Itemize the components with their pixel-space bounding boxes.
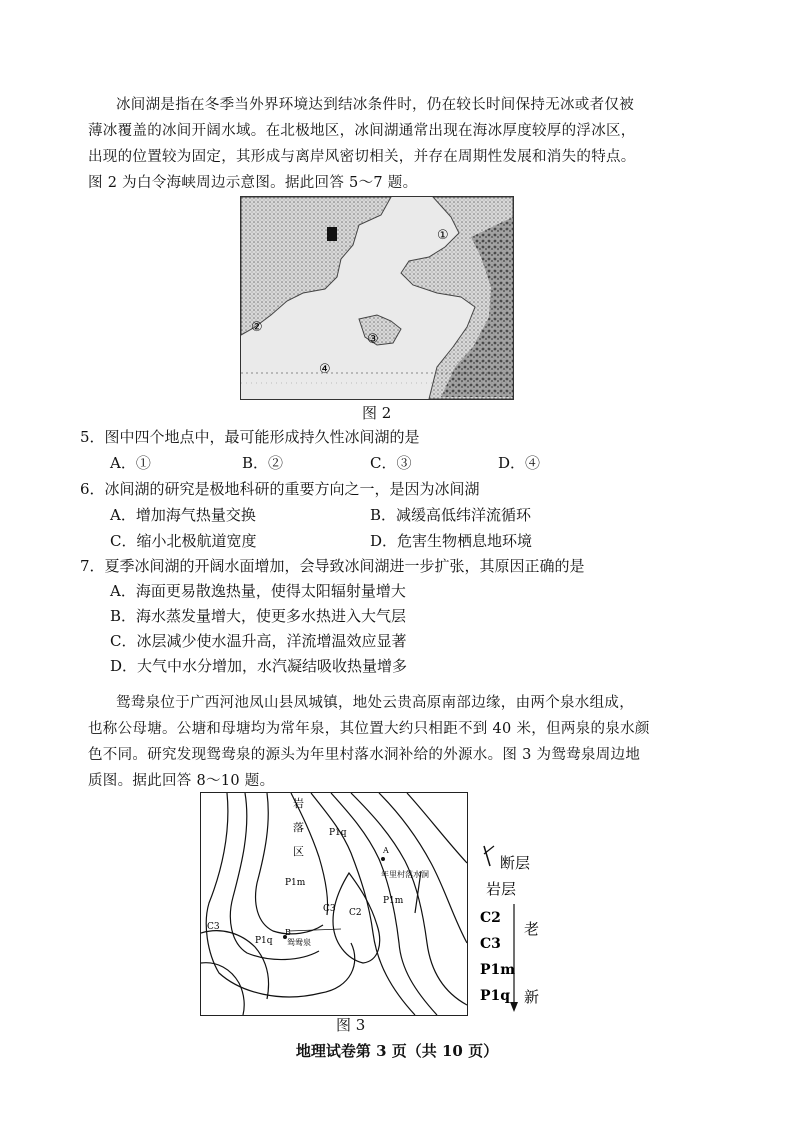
q5-option-c: C．③: [370, 454, 412, 472]
question-7-stem: 7．夏季冰间湖的开阔水面增加，会导致冰间湖进一步扩张，其原因正确的是: [80, 557, 585, 575]
q6-option-b: B．减缓高低纬洋流循环: [370, 506, 532, 524]
q5-option-a: A．①: [110, 454, 151, 472]
legend-layer-p1m: P1m: [480, 962, 516, 978]
label-karst-3: 区: [293, 845, 304, 858]
intro2-line3: 色不同。研究发现鸳鸯泉的源头为年里村落水洞补给的外源水。图 3 为鸳鸯泉周边地: [88, 747, 641, 763]
intro1-line4: 图 2 为白令海峡周边示意图。据此回答 5～7 题。: [88, 175, 418, 191]
bering-strait-map-graphic: [241, 197, 513, 399]
q7-option-c: C．冰层减少使水温升高，洋流增温效应显著: [110, 632, 407, 650]
q6-option-a: A．增加海气热量交换: [110, 506, 256, 524]
q5-option-d: D．④: [498, 454, 541, 472]
label-karst-1: 岩: [293, 797, 304, 810]
legend-strata: 岩层: [486, 880, 517, 898]
figure-3-caption: 图 3: [336, 1016, 366, 1034]
label-c3-left: C3: [207, 922, 220, 932]
page-footer: 地理试卷第 3 页（共 10 页）: [295, 1042, 499, 1060]
label-spring: 鸳鸯泉: [287, 938, 311, 947]
intro-paragraph-2: [88, 690, 728, 794]
intro2-line4: 质图。据此回答 8～10 题。: [88, 773, 275, 789]
intro2-line1: 鸳鸯泉位于广西河池凤山县凤城镇，地处云贵高原南部边缘，由两个泉水组成，: [116, 695, 634, 711]
geology-map-graphic: [201, 793, 467, 1015]
label-a: A: [383, 846, 389, 855]
legend-new: 新: [524, 988, 540, 1006]
label-karst-2: 落: [293, 821, 304, 834]
intro1-line3: 出现的位置较为固定，其形成与离岸风密切相关，并存在周期性发展和消失的特点。: [88, 149, 636, 165]
map-label-1: ①: [437, 228, 449, 243]
q7-option-a: A．海面更易散逸热量，使得太阳辐射量增大: [110, 582, 406, 600]
question-5-stem: 5．图中四个地点中，最可能形成持久性冰间湖的是: [80, 428, 420, 446]
dark-marker-icon: [327, 227, 337, 241]
label-c3-center: C3: [323, 904, 336, 914]
label-p1q-bottom: P1q: [255, 936, 273, 946]
legend-layer-p1q: P1q: [480, 988, 511, 1004]
legend-old: 老: [524, 920, 540, 938]
intro2-line2: 也称公母塘。公塘和母塘均为常年泉，其位置大约只相距不到 40 米，但两泉的泉水颜: [88, 721, 650, 737]
figure-2-map: [240, 196, 514, 400]
intro1-line2: 薄冰覆盖的冰间开阔水域。在北极地区，冰间湖通常出现在海冰厚度较厚的浮冰区，: [88, 123, 636, 139]
legend-graphic: [478, 838, 588, 1018]
figure-2-caption: 图 2: [362, 404, 392, 422]
label-b: B: [285, 928, 291, 937]
q5-option-b: B．②: [242, 454, 284, 472]
q7-option-d: D．大气中水分增加，水汽凝结吸收热量增多: [110, 657, 408, 675]
label-c2-center: C2: [349, 908, 362, 918]
legend-fault: 断层: [500, 854, 531, 872]
map-label-4: ④: [319, 362, 331, 377]
q6-option-c: C．缩小北极航道宽度: [110, 532, 257, 550]
q6-option-d: D．危害生物栖息地环境: [370, 532, 533, 550]
legend-layer-c2: C2: [480, 910, 501, 926]
label-p1m-right: P1m: [383, 896, 404, 906]
map-label-2: ②: [251, 320, 263, 335]
label-p1m-left: P1m: [285, 878, 306, 888]
intro1-line1: 冰间湖是指在冬季当外界环境达到结冰条件时，仍在较长时间保持无冰或者仅被: [116, 97, 634, 113]
figure-3-legend: [478, 838, 588, 1018]
intro-paragraph-1: [88, 92, 728, 196]
label-sinkhole: 年里村落水洞: [381, 870, 429, 879]
question-6-stem: 6．冰间湖的研究是极地科研的重要方向之一，是因为冰间湖: [80, 480, 480, 498]
q7-option-b: B．海水蒸发量增大，使更多水热进入大气层: [110, 607, 407, 625]
figure-3-geology-map: [200, 792, 468, 1016]
map-label-3: ③: [367, 332, 379, 347]
label-p1q-top: P1q: [329, 828, 347, 838]
legend-layer-c3: C3: [480, 936, 501, 952]
